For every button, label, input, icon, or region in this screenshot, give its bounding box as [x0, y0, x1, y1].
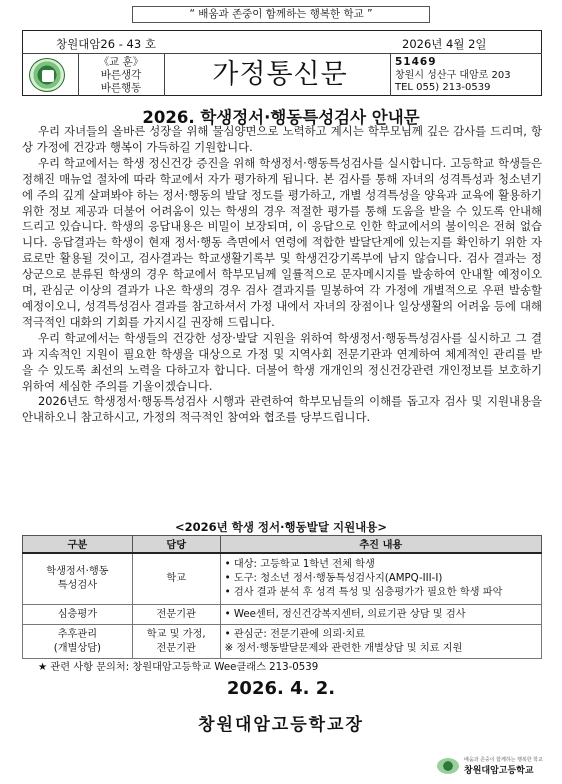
- paragraph-support: 우리 학교에서는 학생들의 건강한 성장·발달 지원을 위하여 학생정서·행동특성검사를 실시하고 그 결과 지속적인 지원이 필요한 학생을 대상으로 가정 및 지역사회 전문기관과 연계하여 체계적인 관리를 받을 수 있도록 최선의 노력을 다하고자 합니다. 더불어 학생 개개인의 정신건강관련 개인정보를 보호하기 위하여 세심한 주의를 기울이겠습니다.: [22, 330, 542, 393]
- school-motto-2: 바른행동: [100, 82, 142, 94]
- school-motto-banner: “ 배움과 존중이 함께하는 행복한 학교 ”: [132, 6, 430, 23]
- table-cell-owner: 학교: [132, 553, 220, 605]
- table-cell-category: 추후관리 (개별상담): [23, 625, 133, 659]
- content-item: • 검사 결과 분석 후 성격 특성 및 심층평가가 필요한 학생 파악: [224, 586, 503, 598]
- table-cell-owner: 전문기관: [132, 605, 220, 625]
- paragraph-closing: 2026년도 학생정서·행동특성검사 시행과 관련하여 학부모님들의 이해를 돕고자 검사 및 지원내용을 안내하오니 참고하시고, 가정의 적극적인 참여와 협조를 당부드립니다.: [22, 394, 542, 425]
- school-mottos-label: 《교 훈》: [98, 56, 144, 68]
- content-item: ※ 정서·행동발달문제와 관련한 개별상담 및 치료 지원: [224, 642, 463, 654]
- school-mottos: [86, 56, 156, 95]
- footer-slogan: 배움과 존중이 함께하는 행복한 학교: [464, 757, 543, 763]
- school-motto-1: 바른생각: [100, 69, 142, 81]
- support-table: [22, 535, 542, 659]
- table-cell-content: [220, 605, 541, 625]
- content-item: • Wee센터, 정신건강복지센터, 의료기관 상담 및 검사: [224, 608, 466, 620]
- contact-info: ★ 관련 사항 문의처: 창원대암고등학교 Wee클래스 213-0539: [38, 662, 319, 673]
- phone-line: TEL 055) 213-0539: [395, 82, 491, 93]
- table-cell-owner: 학교 및 가정, 전문기관: [132, 625, 220, 659]
- table-cell-category: 심층평가: [23, 605, 133, 625]
- table-row: [23, 605, 542, 625]
- address-line: 창원시 성산구 대암로 203: [395, 70, 511, 81]
- school-address: [395, 70, 511, 94]
- table-header-content: 추진 내용: [220, 536, 541, 553]
- footer-logo-icon: [437, 758, 459, 774]
- table-row: [23, 553, 542, 605]
- school-logo-icon: [29, 58, 65, 92]
- document-title: 2026. 학생정서·행동특성검사 안내문: [142, 108, 420, 127]
- content-item: • 관심군: 전문기관에 의뢰·치료: [224, 628, 366, 640]
- table-cell-content: [220, 553, 541, 605]
- table-cell-content: [220, 625, 541, 659]
- school-principal-signature: 창원대암고등학교장: [198, 715, 364, 735]
- postal-code: 51469: [395, 56, 437, 68]
- table-header-owner: 담당: [132, 536, 220, 553]
- footer-school-name: 창원대암고등학교: [464, 766, 534, 776]
- table-header-category: 구분: [23, 536, 133, 553]
- table-title: <2026년 학생 정서·행동발달 지원내용>: [174, 520, 388, 534]
- issue-number: 창원대암26 - 43 호: [56, 37, 156, 51]
- header-divider-v2: [164, 53, 165, 96]
- paragraph-greeting: 우리 자녀들의 올바른 성장을 위해 물심양면으로 노력하고 계시는 학부모님께 깊은 감사를 드리며, 항상 가정에 건강과 행복이 가득하길 기원합니다.: [22, 124, 542, 154]
- table-cell-category: 학생정서·행동 특성검사: [23, 553, 133, 605]
- document-body: [22, 124, 542, 426]
- signature-date: 2026. 4. 2.: [226, 678, 336, 699]
- table-row: [23, 625, 542, 659]
- newsletter-title: 가정통신문: [212, 59, 348, 90]
- issue-date: 2026년 4월 2일: [402, 37, 487, 51]
- paragraph-overview: 우리 학교에서는 학생 정신건강 증진을 위해 학생정서·행동특성검사를 실시합니다. 고등학교 학생들은 정해진 매뉴얼 절차에 따라 학교에서 자가 평가하게 됩니다. 본 검사를 통해 자녀의 성격특성과 청소년기에 주의 깊게 살펴봐야 하는 정서·행동의 발달 정도를 평가하고, 개별 성격특성을 양육과 교육에 활용하기 위한 정보 제공과 더불어 어려움이 있는 학생의 경우 적절한 평가를 통해 도움을 받을 수 있도록 안내해 드리고 있습니다. 학생의 응답내용은 비밀이 보장되며, 이 응답으로 인한 학교에서의 불이익은 전혀 없습니다. 응답결과는 학생이 현재 정서·행동 측면에서 연령에 적합한 발달단계에 있는지를 확인하기 위한 자료로만 활용될 것이고, 검사결과는 학교생활기록부 및 학생건강기록부에 남지 않습니다. 검사 결과는 정상군으로 분류된 학생의 경우 학교에서 학부모님께 일률적으로 문자메시지를 발송하여 안내할 예정이오며, 관심군 이상의 결과가 나온 학생의 경우 검사 결과지를 밀봉하여 각 가정에 개별적으로 우편 발송할 예정이오니, 성격특성검사 결과를 참고하셔서 가정 내에서 자녀의 장점이나 일상생활의 어려움 등에 대해 적극적인 대화의 기회를 가지시길 권장해 드립니다.: [22, 155, 542, 329]
- header-divider: [22, 53, 542, 54]
- content-item: • 대상: 고등학교 1학년 전체 학생: [224, 558, 375, 570]
- header-divider-v1: [78, 53, 79, 96]
- content-item: • 도구: 청소년 정서·행동특성검사지(AMPQ-III-Ⅰ): [224, 572, 443, 584]
